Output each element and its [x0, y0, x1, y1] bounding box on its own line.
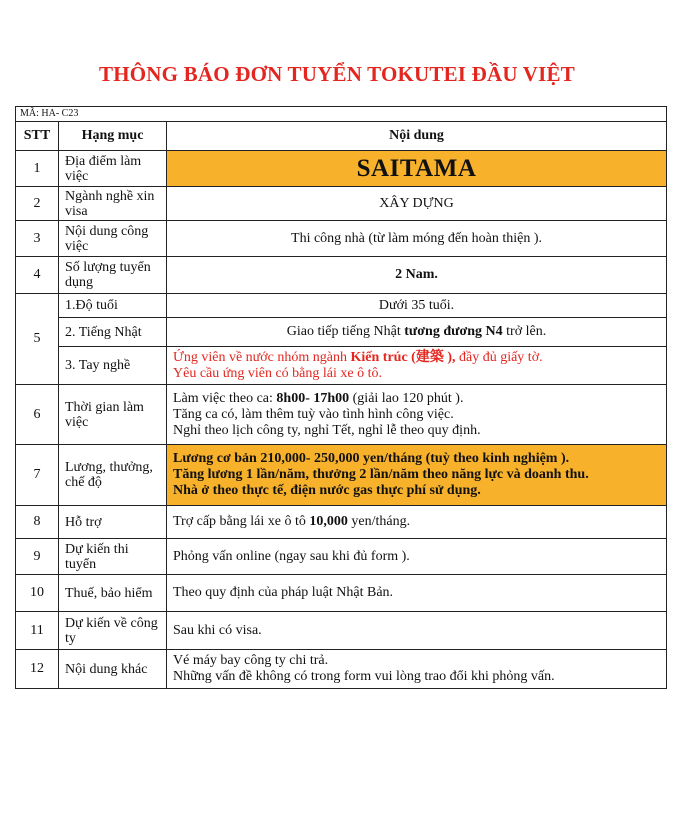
row-category: Hỗ trợ — [59, 506, 167, 539]
header-content: Nội dung — [167, 122, 667, 151]
row-category: Nội dung công việc — [59, 221, 167, 257]
row-number: 11 — [16, 612, 59, 650]
table-row — [16, 294, 667, 318]
salary-value — [167, 445, 667, 506]
row-number: 9 — [16, 539, 59, 575]
japanese-post: trở lên. — [502, 324, 547, 339]
headcount-value: 2 Nam. — [167, 257, 667, 294]
job-content-value: Thi công nhà (từ làm móng đến hoàn thiện ). — [167, 221, 667, 257]
working-time-line-3: Nghỉ theo lịch công ty, nghỉ Tết, nghỉ lễ theo quy định. — [173, 422, 481, 438]
japanese-level-bold: tương đương N4 — [404, 324, 503, 339]
row-category: 3. Tay nghề — [59, 347, 167, 385]
support-value — [167, 506, 667, 539]
skill-line-2: Yêu cầu ứng viên có bằng lái xe ô tô. — [173, 365, 382, 381]
table-row — [16, 506, 667, 539]
table-row — [16, 385, 667, 445]
table-row — [16, 187, 667, 221]
recruitment-table — [15, 106, 667, 689]
row-number: 2 — [16, 187, 59, 221]
row-category: Thời gian làm việc — [59, 385, 167, 445]
header-stt: STT — [16, 122, 59, 151]
row-category: Thuế, bảo hiểm — [59, 575, 167, 612]
header-row — [16, 122, 667, 151]
skill-line-1-post: đầy đủ giấy tờ. — [455, 349, 543, 365]
skill-line-1 — [173, 350, 660, 366]
skill-line-1-bold: Kiến trúc (建築 ), — [350, 349, 456, 365]
table-row — [16, 257, 667, 294]
row-category: 2. Tiếng Nhật — [59, 318, 167, 347]
table-row — [16, 612, 667, 650]
row-number: 7 — [16, 445, 59, 506]
working-time-line-2: Tăng ca có, làm thêm tuỳ vào tình hình công việc. — [173, 406, 454, 422]
working-time-line-1-post: (giải lao 120 phút ). — [349, 390, 464, 406]
recruitment-table-wrapper — [15, 106, 666, 689]
row-number: 8 — [16, 506, 59, 539]
row-category: Dự kiến thi tuyển — [59, 539, 167, 575]
row-category: Nội dung khác — [59, 650, 167, 689]
row-number: 5 — [16, 294, 59, 385]
row-category: Địa điểm làm việc — [59, 151, 167, 187]
row-number: 1 — [16, 151, 59, 187]
other-content-value — [167, 650, 667, 689]
table-row — [16, 539, 667, 575]
working-time-line-1-pre: Làm việc theo ca: — [173, 390, 277, 406]
table-row — [16, 575, 667, 612]
working-time-line-1 — [173, 391, 660, 407]
skill-value — [167, 347, 667, 385]
salary-line-2: Tăng lương 1 lần/năm, thưởng 2 lần/năm theo năng lực và doanh thu. — [173, 467, 589, 482]
salary-line-1: Lương cơ bản 210,000- 250,000 yen/tháng (tuỳ theo kinh nghiệm ). — [173, 451, 570, 466]
table-row — [16, 347, 667, 385]
salary-line-3: Nhà ở theo thực tế, điện nước gas thực phí sử dụng. — [173, 483, 481, 498]
document-code: MÃ: HA- C23 — [16, 107, 667, 122]
other-line-1: Vé máy bay công ty chi trả. — [173, 653, 329, 668]
table-row — [16, 151, 667, 187]
row-category: Lương, thưởng, chế độ — [59, 445, 167, 506]
working-hours-bold: 8h00- 17h00 — [276, 390, 350, 406]
work-location-value: SAITAMA — [167, 151, 667, 187]
row-category: Ngành nghề xin visa — [59, 187, 167, 221]
table-row — [16, 318, 667, 347]
table-row — [16, 650, 667, 689]
company-arrival-value: Sau khi có visa. — [167, 612, 667, 650]
row-number: 4 — [16, 257, 59, 294]
row-number: 3 — [16, 221, 59, 257]
working-time-value — [167, 385, 667, 445]
row-number: 12 — [16, 650, 59, 689]
age-value: Dưới 35 tuổi. — [167, 294, 667, 318]
skill-line-1-pre: Ứng viên về nước nhóm ngành — [173, 349, 351, 365]
row-number: 10 — [16, 575, 59, 612]
table-row — [16, 445, 667, 506]
row-category: 1.Độ tuổi — [59, 294, 167, 318]
visa-field-value: XÂY DỰNG — [167, 187, 667, 221]
support-amount-bold: 10,000 — [309, 514, 348, 529]
header-category: Hạng mục — [59, 122, 167, 151]
support-post: yen/tháng. — [347, 514, 411, 529]
other-line-2: Những vấn đề không có trong form vui lòng trao đổi khi phỏng vấn. — [173, 669, 555, 684]
japanese-pre: Giao tiếp tiếng Nhật — [286, 324, 405, 339]
row-category: Số lượng tuyển dụng — [59, 257, 167, 294]
tax-insurance-value: Theo quy định của pháp luật Nhật Bản. — [167, 575, 667, 612]
code-row — [16, 107, 667, 122]
table-row — [16, 221, 667, 257]
japanese-level-value — [167, 318, 667, 347]
row-category: Dự kiến về công ty — [59, 612, 167, 650]
support-pre: Trợ cấp bằng lái xe ô tô — [173, 514, 310, 529]
row-number: 6 — [16, 385, 59, 445]
interview-value: Phỏng vấn online (ngay sau khi đủ form ). — [167, 539, 667, 575]
page-title: THÔNG BÁO ĐƠN TUYỂN TOKUTEI ĐẦU VIỆT — [99, 62, 575, 86]
